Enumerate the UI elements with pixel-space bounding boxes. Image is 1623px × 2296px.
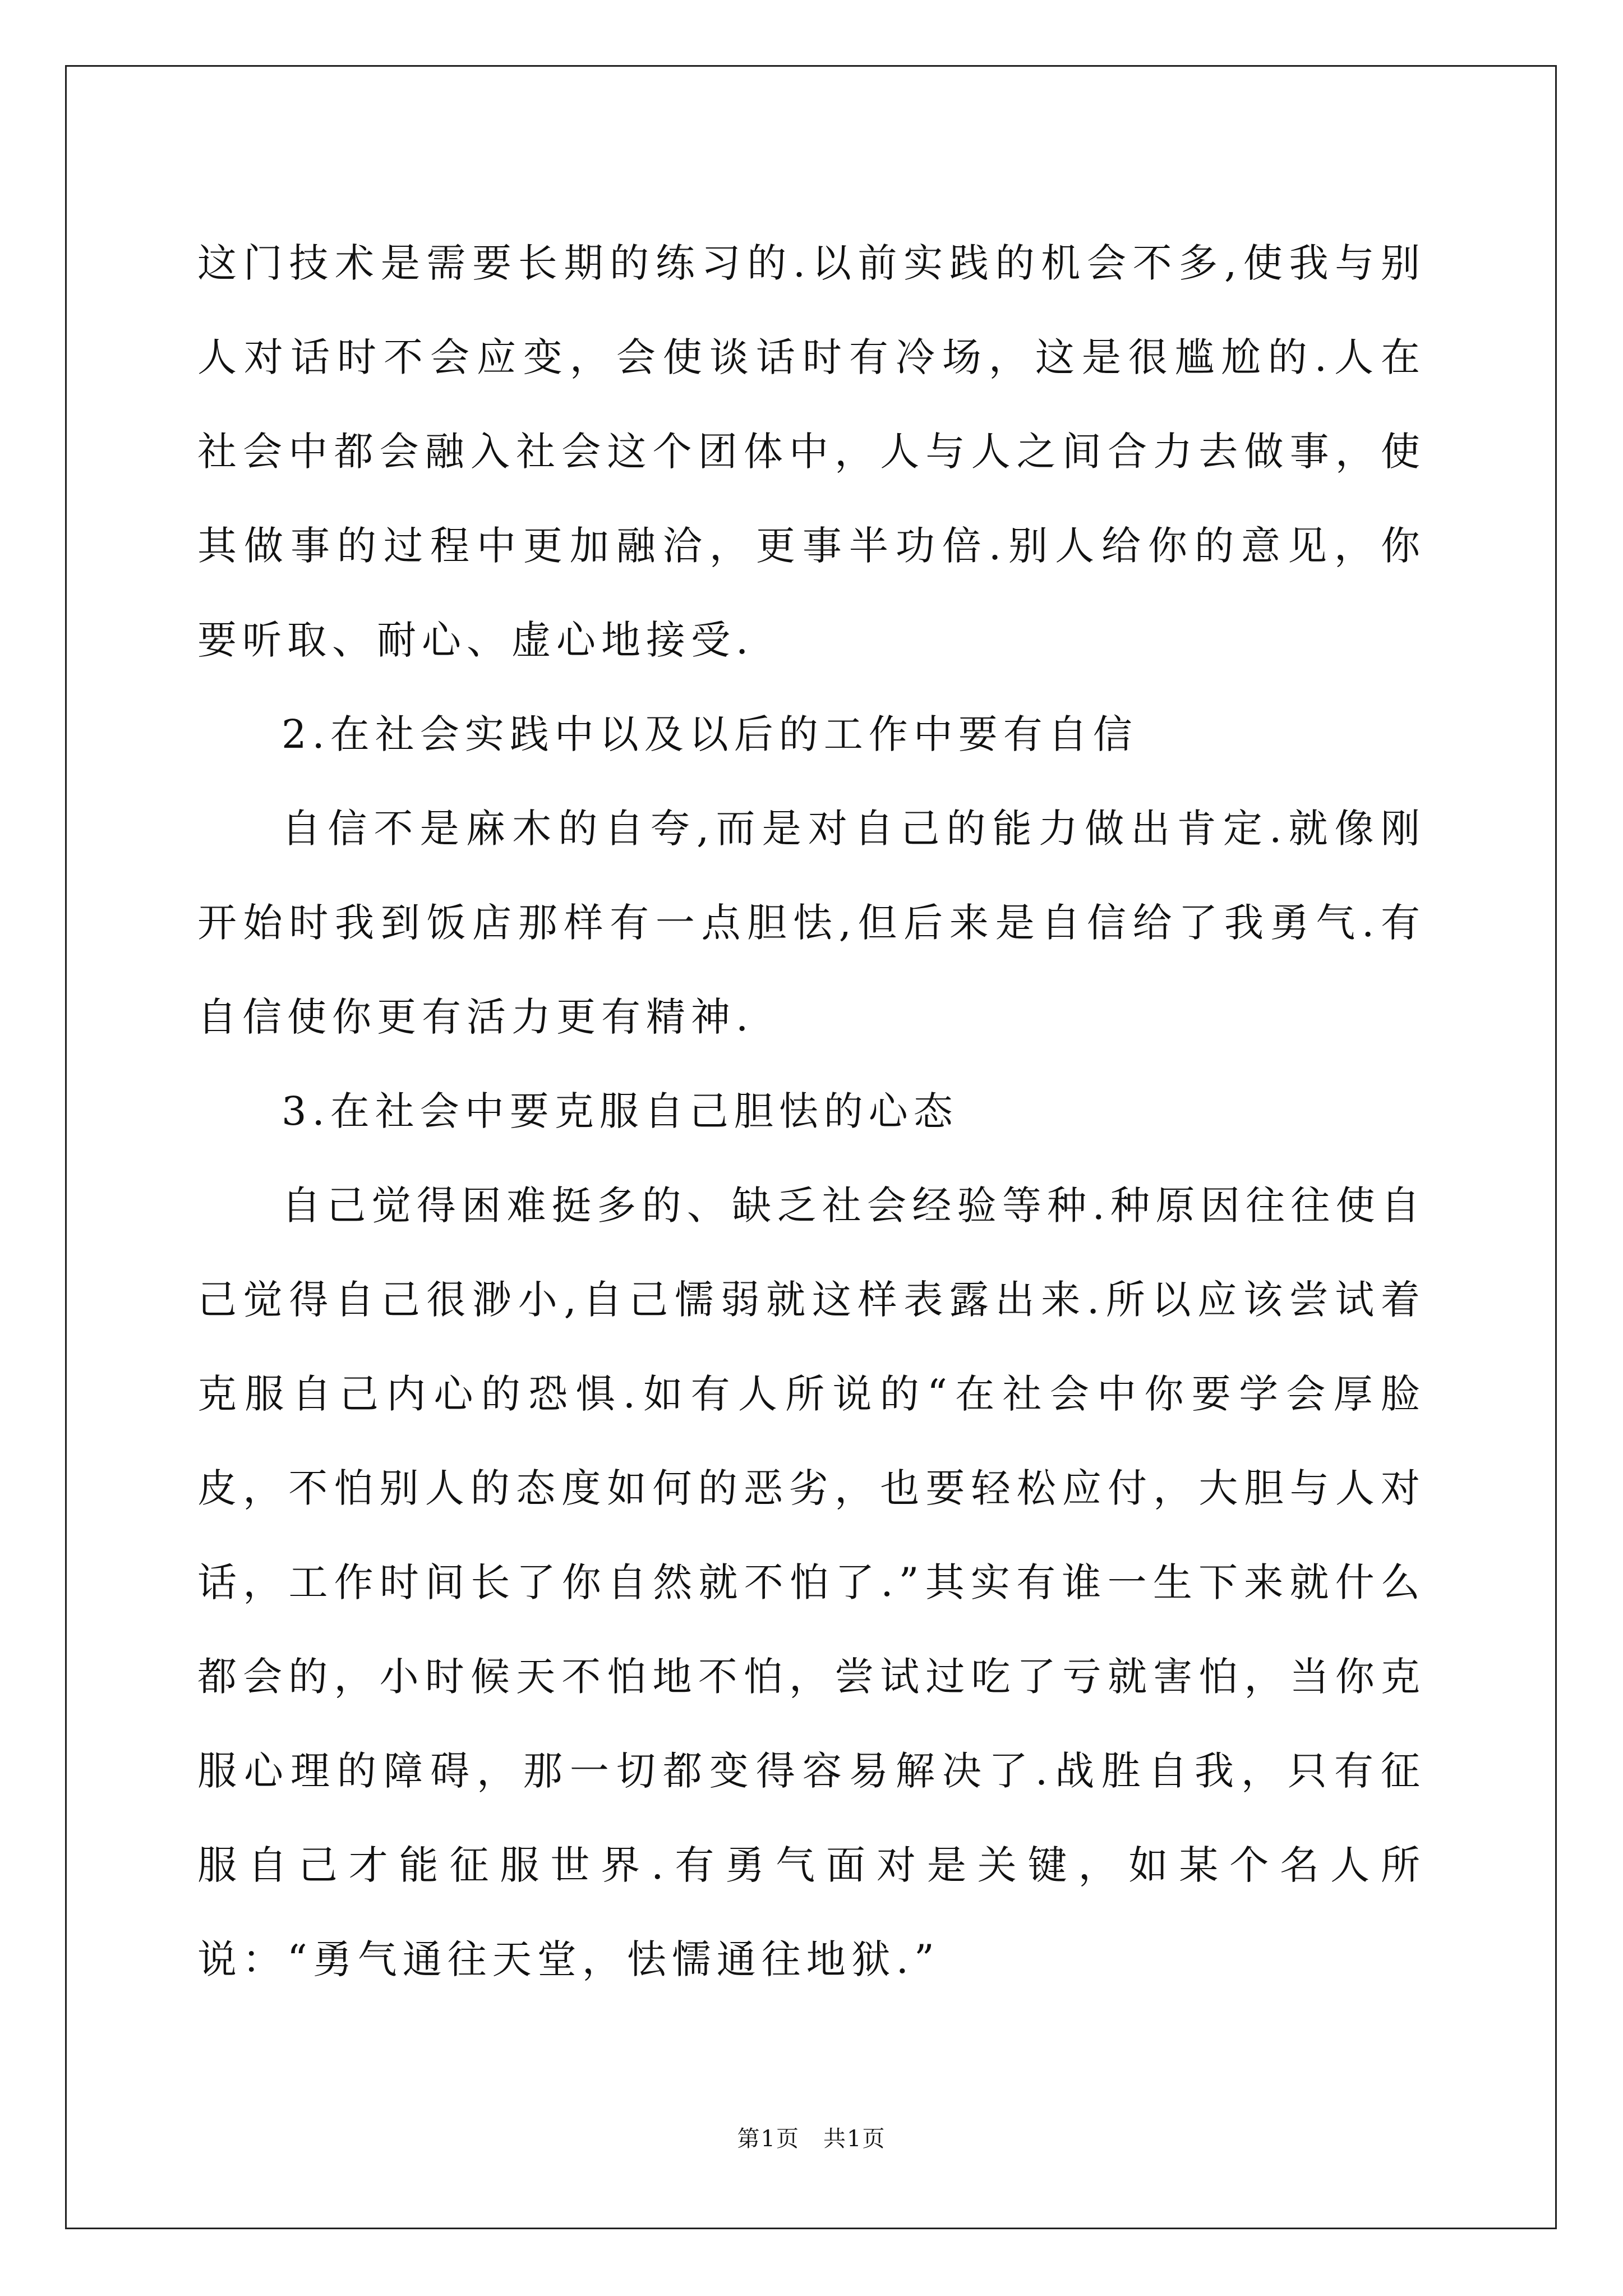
paragraph-5: 自己觉得困难挺多的、缺乏社会经验等种.种原因往往使自己觉得自己很渺小,自己懦弱就这样表露出来.所以应该尝试着克服自己内心的恐惧.如有人所说的“在社会中你要学会厚脸皮，不怕别人的态度如何的恶劣，也要轻松应付，大胆与人对话，工作时间长了你自然就不怕了.”其实有谁一生下来就什么都会的，小时候天不怕地不怕，尝试过吃了亏就害怕，当你克服心理的障碍，那一切都变得容易解决了.战胜自我，只有征服自己才能征服世界.有勇气面对是关键，如某个名人所说：“勇气通往天堂，怯懦通往地狱.” — [197, 1182, 1426, 1982]
paragraph-3: 自信不是麻木的自夸,而是对自己的能力做出肯定.就像刚开始时我到饭店那样有一点胆怯,但后来是自信给了我勇气.有自信使你更有活力更有精神. — [197, 806, 1426, 1040]
heading-3-overcome-timidity: 3.在社会中要克服自己胆怯的心态 — [282, 1088, 958, 1134]
heading-2-self-confidence: 2.在社会实践中以及以后的工作中要有自信 — [282, 711, 1138, 757]
document-body — [197, 216, 1426, 2007]
paragraph-1: 这门技术是需要长期的练习的.以前实践的机会不多,使我与别人对话时不会应变，会使谈话时有冷场，这是很尴尬的.人在社会中都会融入社会这个团体中，人与人之间合力去做事，使其做事的过程中更加融洽，更事半功倍.别人给你的意见，你要听取、耐心、虚心地接受. — [197, 240, 1426, 663]
page-number-footer: 第1页 共1页 — [737, 2126, 886, 2152]
